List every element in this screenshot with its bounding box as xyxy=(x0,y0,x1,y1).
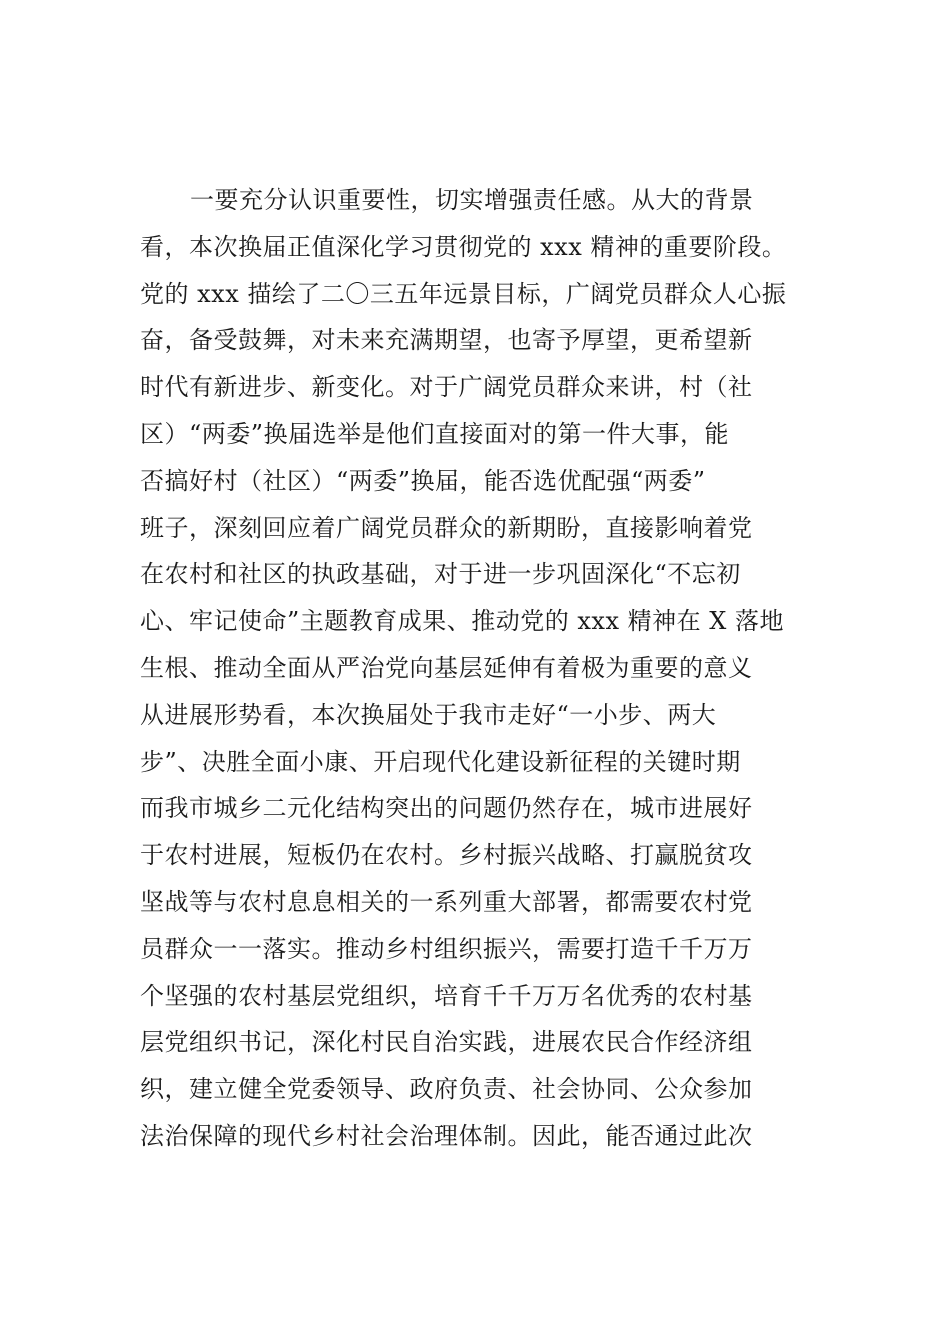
text-line: 步”、决胜全面小康、开启现代化建设新征程的关键时期 xyxy=(140,747,741,776)
text-line: 奋，备受鼓舞，对未来充满期望，也寄予厚望，更希望新 xyxy=(140,326,753,355)
text-line: 而我市城乡二元化结构突出的问题仍然存在，城市进展好 xyxy=(140,794,753,823)
text-line: 织，建立健全党委领导、政府负责、社会协同、公众参加 xyxy=(140,1075,753,1104)
text-line: 看，本次换届正值深化学习贯彻党的 xxx 精神的重要阶段。 xyxy=(140,232,787,261)
text-line: 一要充分认识重要性，切实增强责任感。从大的背景 xyxy=(190,186,754,214)
text-line: 班子，深刻回应着广阔党员群众的新期盼，直接影响着党 xyxy=(140,513,753,542)
text-line: 法治保障的现代乡村社会治理体制。因此，能否通过此次 xyxy=(140,1121,753,1150)
text-line: 心、牢记使命”主题教育成果、推动党的 xxx 精神在 X 落地 xyxy=(140,607,784,636)
body-paragraph xyxy=(140,177,820,1160)
text-line: 个坚强的农村基层党组织，培育千千万万名优秀的农村基 xyxy=(140,981,753,1010)
text-line: 否搞好村（社区）“两委”换届，能否选优配强“两委” xyxy=(140,466,706,495)
text-line: 生根、推动全面从严治党向基层延伸有着极为重要的意义 xyxy=(140,653,753,682)
text-line: 在农村和社区的执政基础，对于进一步巩固深化“不忘初 xyxy=(140,560,741,589)
text-line: 党的 xxx 描绘了二〇三五年远景目标，广阔党员群众人心振 xyxy=(140,279,787,308)
text-line: 从进展形势看，本次换届处于我市走好“一小步、两大 xyxy=(140,700,717,729)
text-line: 时代有新进步、新变化。对于广阔党员群众来讲，村（社 xyxy=(140,373,753,402)
text-line: 层党组织书记，深化村民自治实践，进展农民合作经济组 xyxy=(140,1028,753,1057)
text-line: 区）“两委”换届选举是他们直接面对的第一件大事，能 xyxy=(140,419,730,448)
text-line: 坚战等与农村息息相关的一系列重大部署，都需要农村党 xyxy=(140,887,753,916)
text-line: 于农村进展，短板仍在农村。乡村振兴战略、打赢脱贫攻 xyxy=(140,841,753,870)
text-line: 员群众一一落实。推动乡村组织振兴，需要打造千千万万 xyxy=(140,934,753,963)
